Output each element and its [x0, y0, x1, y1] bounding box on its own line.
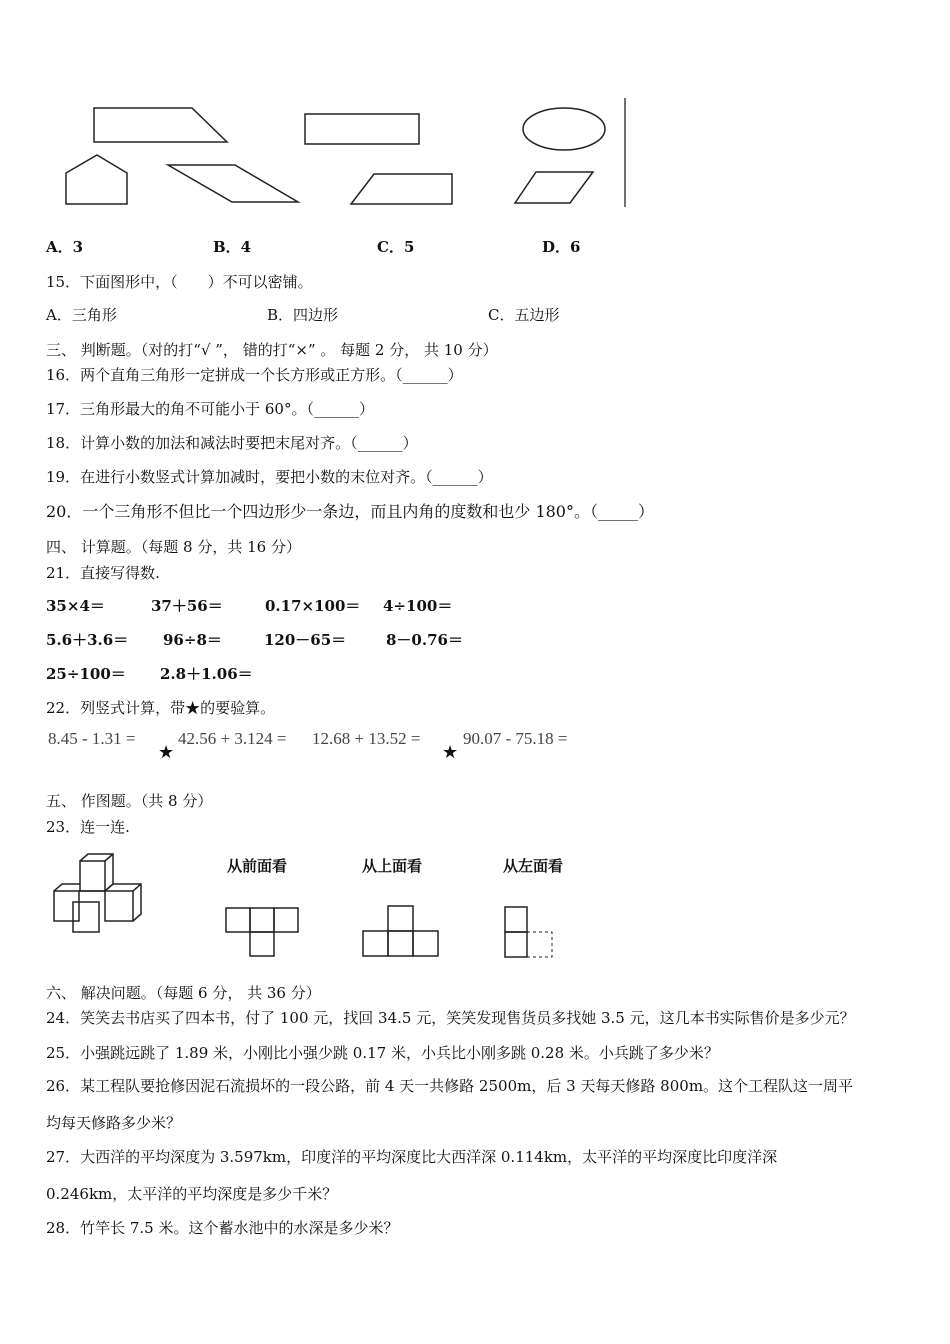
- q23: 23．连一连.: [46, 818, 130, 836]
- q14-option-d[interactable]: D．6: [542, 238, 581, 256]
- left-view-figure: [497, 900, 567, 962]
- view-label-top: 从上面看: [362, 857, 423, 875]
- q24: 24．笑笑去书店买了四本书，付了 100 元，找回 34.5 元，笑笑发现售货员多找她 3.5 元，这几本书实际售价是多少元？: [46, 1009, 855, 1027]
- trapezoid-top-left: [94, 108, 227, 142]
- q16: 16．两个直角三角形一定拼成一个长方形或正方形。（______）: [46, 366, 463, 384]
- view-label-left: 从左面看: [503, 857, 564, 875]
- q15-option-a[interactable]: A．三角形: [46, 306, 117, 324]
- q14-option-c[interactable]: C．5: [377, 238, 415, 256]
- q18: 18．计算小数的加法和减法时要把末尾对齐。（______）: [46, 434, 418, 452]
- vertical-calc-4: 90.07 - 75.18 =: [463, 729, 568, 748]
- top-view-figure: [357, 900, 447, 962]
- q27-line2: 0.246km，太平洋的平均深度是多少千米？: [46, 1185, 338, 1203]
- cube-stack-figure: [40, 848, 160, 938]
- rectangle-top-middle: [305, 114, 419, 144]
- q25: 25．小强跳远跳了 1.89 米，小刚比小强少跳 0.17 米，小兵比小刚多跳 0.28 米。小兵跳了多少米？: [46, 1044, 719, 1062]
- view-label-front: 从前面看: [227, 857, 288, 875]
- q14-option-a[interactable]: A．3: [46, 238, 84, 256]
- calc-2-3: 120－65＝: [264, 631, 347, 649]
- q20: 20．一个三角形不但比一个四边形少一条边，而且内角的度数和也少 180°。（_____）: [46, 502, 654, 521]
- star-icon: ★: [158, 742, 175, 763]
- calc-2-1: 5.6＋3.6＝: [46, 631, 129, 649]
- calc-1-1: 35×4＝: [46, 597, 105, 615]
- calc-1-3: 0.17×100＝: [265, 597, 361, 615]
- vertical-calc-2: 42.56 + 3.124 =: [178, 729, 287, 748]
- q15-option-c[interactable]: C．五边形: [488, 306, 560, 324]
- calc-2-2: 96÷8＝: [163, 631, 222, 649]
- q21: 21．直接写得数.: [46, 564, 160, 582]
- calc-3-1: 25÷100＝: [46, 665, 126, 683]
- calc-2-4: 8－0.76＝: [386, 631, 463, 649]
- star-icon: ★: [442, 742, 459, 763]
- q17: 17．三角形最大的角不可能小于 60°。（______）: [46, 400, 374, 418]
- q27-line1: 27．大西洋的平均深度为 3.597km，印度洋的平均深度比大西洋深 0.114km，太平洋的平均深度比印度洋深: [46, 1148, 778, 1166]
- section4-heading: 四、 计算题。（每题 8 分，共 16 分）: [46, 538, 301, 556]
- rhombus: [515, 172, 593, 203]
- section5-heading: 五、 作图题。（共 8 分）: [46, 792, 213, 810]
- q26-line2: 均每天修路多少米？: [46, 1114, 182, 1132]
- trapezoid-bottom-middle: [351, 174, 452, 204]
- q15-option-b[interactable]: B．四边形: [267, 306, 339, 324]
- calc-3-2: 2.8＋1.06＝: [160, 665, 253, 683]
- vertical-calc-3: 12.68 + 13.52 =: [312, 729, 421, 748]
- section6-heading: 六、 解决问题。（每题 6 分， 共 36 分）: [46, 984, 321, 1002]
- front-view-figure: [220, 900, 310, 962]
- parallelogram-slanted: [168, 165, 298, 202]
- vertical-calc-1: 8.45 - 1.31 =: [48, 729, 136, 748]
- q15-question: 15．下面图形中，（ ）不可以密铺。: [46, 273, 313, 291]
- q26-line1: 26．某工程队要抢修因泥石流损坏的一段公路，前 4 天一共修路 2500m，后 3 天每天修路 800m。这个工程队这一周平: [46, 1077, 854, 1095]
- calc-1-2: 37＋56＝: [151, 597, 223, 615]
- q14-option-b[interactable]: B．4: [213, 238, 252, 256]
- ellipse: [523, 108, 605, 150]
- section3-heading: 三、 判断题。（对的打“√ ”， 错的打“×” 。 每题 2 分， 共 10 分）: [46, 341, 498, 359]
- calc-1-4: 4÷100＝: [383, 597, 453, 615]
- q19: 19．在进行小数竖式计算加减时，要把小数的末位对齐。（______）: [46, 468, 493, 486]
- q28: 28．竹竿长 7.5 米。这个蓄水池中的水深是多少米？: [46, 1219, 399, 1237]
- shapes-figure: [0, 0, 640, 220]
- q22: 22．列竖式计算，带★的要验算。: [46, 699, 276, 717]
- pentagon-house: [66, 155, 127, 204]
